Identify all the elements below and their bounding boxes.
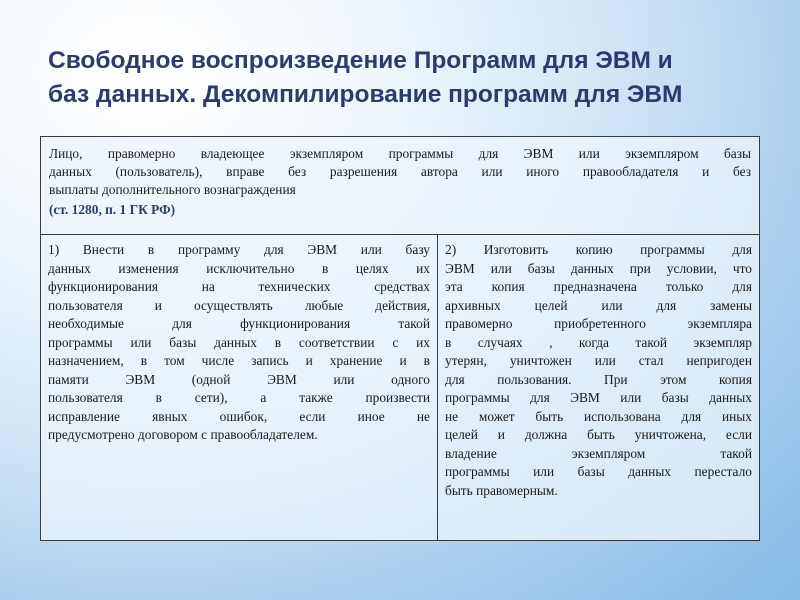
left-line: памяти ЭВМ (одной ЭВМ или одного (48, 371, 430, 387)
slide-title-line: баз данных. Декомпилирование программ для ЭВМ (48, 81, 683, 108)
right-line: ЭВМ или базы данных при условии, что (445, 260, 752, 276)
right-line: целей и должна быть уничтожена, если (445, 427, 752, 442)
slide-title (48, 44, 768, 112)
left-line: данных изменения исключительно в целях их (48, 260, 430, 276)
right-line: быть правомерным. (445, 482, 558, 498)
left-line: пользователя в сети), а также произвести (48, 390, 430, 405)
left-line: пользователя и осуществлять любые действия, (48, 297, 430, 313)
left-line: предусмотрено договором с правообладателем. (48, 427, 318, 442)
right-line: эта копия предназначена только для (445, 279, 752, 294)
slide-title-line: Свободное воспроизведение Программ для ЭВМ и (48, 47, 673, 74)
right-line: правомерно приобретенного экземпляра (445, 316, 752, 331)
intro-line: данных (пользователь), вправе без разрешения автора или иного правообладателя и без (49, 164, 751, 179)
right-line: в случаях , когда такой экземпляр (445, 334, 752, 350)
intro-cell (41, 137, 759, 235)
right-line: утерян, уничтожен или стал непригоден (445, 353, 752, 368)
left-line: исправление явных ошибок, если иное не (48, 408, 430, 424)
right-column-cell (438, 235, 759, 540)
left-line: назначением, в том числе запись и хранение и в (48, 353, 430, 368)
left-column-cell (41, 235, 438, 540)
right-line: 2) Изготовить копию программы для (445, 242, 752, 257)
right-line: для пользования. При этом копия (445, 371, 752, 387)
left-line: 1) Внести в программу для ЭВМ или базу (48, 242, 430, 257)
right-line: архивных целей или для замены (445, 297, 752, 313)
law-reference: (ст. 1280, п. 1 ГК РФ) (49, 202, 176, 217)
right-line: не может быть использована для иных (445, 408, 752, 424)
right-line: программы или базы данных перестало (445, 464, 752, 479)
content-table (40, 136, 760, 541)
right-line: программы для ЭВМ или базы данных (445, 390, 752, 405)
intro-line: Лицо, правомерно владеющее экземпляром программы для ЭВМ или экземпляром базы (49, 146, 751, 161)
left-line: необходимые для функционирования такой (48, 316, 430, 331)
intro-line: выплаты дополнительного вознаграждения (49, 182, 296, 197)
left-line: программы или базы данных в соответствии с их (48, 334, 430, 350)
left-line: функционирования на технических средствах (48, 279, 430, 294)
right-line: владение экземпляром такой (445, 445, 752, 461)
